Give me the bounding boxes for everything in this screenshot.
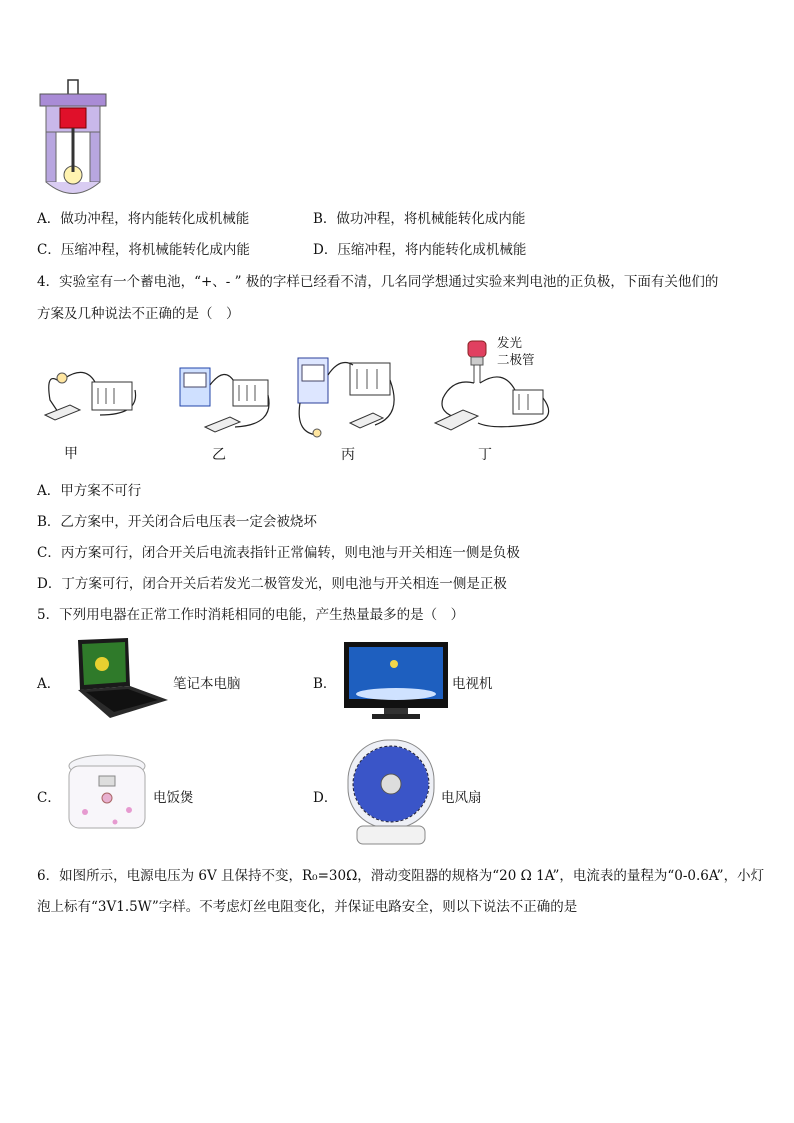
q5-option-d-letter: D． — [313, 790, 338, 806]
q4-option-c: C．丙方案可行，闭合开关后电流表指针正常偏转，则电池与开关相连一侧是负极 — [37, 545, 520, 561]
tv-image — [344, 642, 449, 722]
q4-option-a: A．甲方案不可行 — [37, 483, 142, 499]
figure-caption-ding: 丁 — [478, 447, 492, 463]
q4-stem-line2: 方案及几种说法不正确的是（ ） — [37, 306, 240, 322]
q6-stem-line2: 泡上标有“3V1.5W”字样。不考虑灯丝电阻变化，并保证电路安全，则以下说法不正确的是 — [37, 899, 578, 915]
q6-stem-line1: 6．如图所示，电源电压为 6V 且保持不变，R₀=30Ω，滑动变阻器的规格为“20 Ω 1A”，电流表的量程为“0-0.6A”，小灯 — [37, 868, 765, 884]
q5-option-c-letter: C． — [37, 790, 61, 806]
engine-stroke-figure — [38, 80, 108, 200]
q5-option-b-letter: B． — [313, 676, 337, 692]
q3-option-c: C．压缩冲程，将机械能转化成内能 — [37, 242, 250, 258]
rice-cooker-image — [65, 752, 150, 837]
q4-stem-line1: 4．实验室有一个蓄电池，“+、- ” 极的字样已经看不清，几名同学想通过实验来判电池的正负极，下面有关他们的 — [37, 274, 719, 290]
q5-option-a-letter: A． — [37, 676, 61, 692]
q5-option-d-name: 电风扇 — [441, 790, 482, 806]
laptop-image — [70, 638, 170, 723]
q5-option-b-name: 电视机 — [452, 676, 493, 692]
q3-option-a: A．做功冲程，将内能转化成机械能 — [37, 211, 250, 227]
q4-option-b: B．乙方案中，开关闭合后电压表一定会被烧坏 — [37, 514, 317, 530]
figure-caption-yi: 乙 — [212, 447, 226, 463]
circuit-figure-yi — [175, 365, 275, 435]
circuit-figure-bing — [295, 355, 405, 440]
q3-option-b: B．做功冲程，将机械能转化成内能 — [313, 211, 526, 227]
led-label-line1: 发光 — [497, 335, 523, 350]
q5-option-c-name: 电饭煲 — [153, 790, 194, 806]
led-label-line2: 二极管 — [497, 352, 535, 367]
q5-option-a-name: 笔记本电脑 — [173, 676, 241, 692]
figure-caption-bing: 丙 — [341, 447, 355, 463]
figure-caption-jia: 甲 — [64, 446, 78, 462]
circuit-figure-jia — [40, 360, 140, 425]
q5-stem: 5．下列用电器在正常工作时消耗相同的电能，产生热量最多的是（ ） — [37, 607, 465, 623]
q4-option-d: D．丁方案可行，闭合开关后若发光二极管发光，则电池与开关相连一侧是正极 — [37, 576, 507, 592]
q3-option-d: D．压缩冲程，将内能转化成机械能 — [313, 242, 527, 258]
electric-fan-image — [343, 738, 438, 848]
